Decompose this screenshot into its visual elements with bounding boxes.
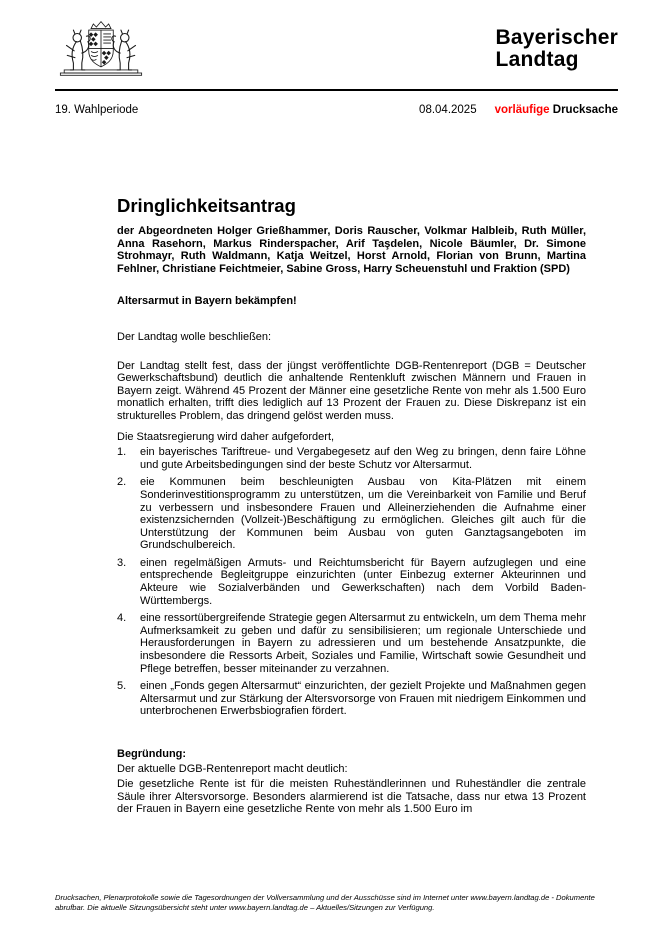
demand-item	[117, 612, 586, 675]
page-footer	[55, 893, 618, 912]
demand-text: eie Kommunen beim beschleunigten Ausbau von Kita-Plätzen mit einem Sonderinvestitionsprogramm zu unterstützen, um die Vereinbarkeit von Familie und Beruf zu verbessern und insbesondere Frauen und Alleinerziehenden die Aufnahme einer existenzsichernden (Vollzeit-)Beschäftigung zu ermöglichen. Gleiches gilt auch für die Unterstützung der Kommunen beim Ausbau von guten Ganztagsangeboten im Grundschulbereich.	[140, 476, 586, 552]
document-body	[117, 196, 586, 816]
legislative-period: 19. Wahlperiode	[55, 104, 139, 116]
demand-text: einen regelmäßigen Armuts- und Reichtumsbericht für Bayern aufzuglegen und eine entsprechende Begleitgruppe einzurichten (unter Einbezug externer Akteurinnen und Akteure wie Sozialverbänden und Gewerkschaften) nach dem Vorbild Baden-Württembergs.	[140, 556, 586, 607]
status-provisional-label: vorläufige	[494, 104, 550, 116]
meta-row	[55, 104, 618, 116]
demand-item	[117, 476, 586, 552]
brand-title	[496, 27, 618, 71]
meta-right	[419, 104, 618, 116]
demand-item	[117, 680, 586, 718]
header-divider	[55, 89, 618, 91]
demand-number: 2.	[117, 476, 127, 489]
footer-note: Drucksachen, Plenarprotokolle sowie die Tagesordnungen der Vollversammlung und der Ausschüsse sind im Internet unter www.bayern.landtag.de - Dokumente abrufbar. Die aktuelle Sitzungsübersicht steht unter www.bayern.landtag.de – Aktuelles/Sitzungen zur Verfügung.	[55, 893, 595, 912]
subject-heading: Altersarmut in Bayern bekämpfen!	[117, 295, 297, 308]
begruendung-intro: Der aktuelle DGB-Rentenreport macht deutlich:	[117, 762, 348, 775]
status-badge	[495, 104, 618, 116]
demands-list	[117, 446, 586, 718]
demand-text: einen „Fonds gegen Altersarmut“ einzurichten, der gezielt Projekte und Maßnahmen gegen Altersarmut und zur Stärkung der Altersvorsorge von Frauen mit niedrigem Einkommen und unterbrochenen Erwerbsbiografien fördert.	[140, 680, 586, 718]
begruendung-heading: Begründung:	[117, 748, 187, 760]
demand-number: 5.	[117, 680, 127, 693]
demand-item	[117, 557, 586, 607]
brand-line-2: Landtag	[495, 48, 579, 71]
demand-intro: Die Staatsregierung wird daher aufgefordert,	[117, 430, 335, 443]
document-date: 08.04.2025	[419, 104, 477, 116]
resolution-intro: Der Landtag wolle beschließen:	[117, 330, 272, 343]
brand-line-1: Bayerischer	[495, 26, 618, 49]
demand-text: eine ressortübergreifende Strategie gegen Altersarmut zu entwickeln, um dem Thema mehr Aufmerksamkeit zu geben und dafür zu sensibilisieren; um regionale Unterschiede und Herausforderungen in Bayern zu adressieren und um bestehende Ansatzpunkte, die insbesondere die Ressorts Arbeit, Soziales und Familie, Wirtschaft sowie Gesundheit und Pflege betreffen, besser miteinander zu verzahnen.	[140, 612, 586, 675]
demand-item	[117, 446, 586, 471]
demand-text: ein bayerisches Tariftreue- und Vergabegesetz auf den Weg zu bringen, denn faire Löhne und gute Arbeitsbedingungen sind der beste Schutz vor Altersarmut.	[140, 446, 586, 471]
finding-paragraph: Der Landtag stellt fest, dass der jüngst veröffentlichte DGB-Rentenreport (DGB = Deutscher Gewerkschaftsbund) deutlich die anhaltende Rentenkluft zwischen Männern und Frauen in Bayern zeigt. Während 45 Prozent der Männer eine gesetzliche Rente von mehr als 1.500 Euro monatlich erhalten, trifft dies lediglich auf 13 Prozent der Frauen zu. Diese Diskrepanz ist ein strukturelles Problem, das dringend gelöst werden muss.	[117, 359, 586, 422]
demand-number: 3.	[117, 556, 127, 569]
document-title: Dringlichkeitsantrag	[117, 195, 296, 216]
header	[55, 18, 618, 82]
status-type-label: Drucksache	[552, 104, 618, 116]
authors-paragraph: der Abgeordneten Holger Grießhammer, Doris Rauscher, Volkmar Halbleib, Ruth Müller, Anna Rasehorn, Markus Rinderspacher, Arif Taşdelen, Nicole Bäumler, Dr. Simone Strohmayr, Ruth Waldmann, Katja Weitzel, Horst Arnold, Florian von Brunn, Martina Fehlner, Christiane Feichtmeier, Sabine Gross, Harry Scheuenstuhl und Fraktion (SPD)	[117, 225, 586, 275]
begruendung-paragraph: Die gesetzliche Rente ist für die meisten Ruheständlerinnen und Ruheständler die zentrale Säule ihrer Altersvorsorge. Besonders alarmierend ist die Tatsache, dass nur etwa 13 Prozent der Frauen in Bayern eine gesetzliche Rente von mehr als 1.500 Euro im	[117, 778, 586, 816]
bavarian-coat-of-arms-icon	[55, 18, 147, 82]
demand-number: 1.	[117, 446, 127, 459]
demand-number: 4.	[117, 612, 127, 625]
